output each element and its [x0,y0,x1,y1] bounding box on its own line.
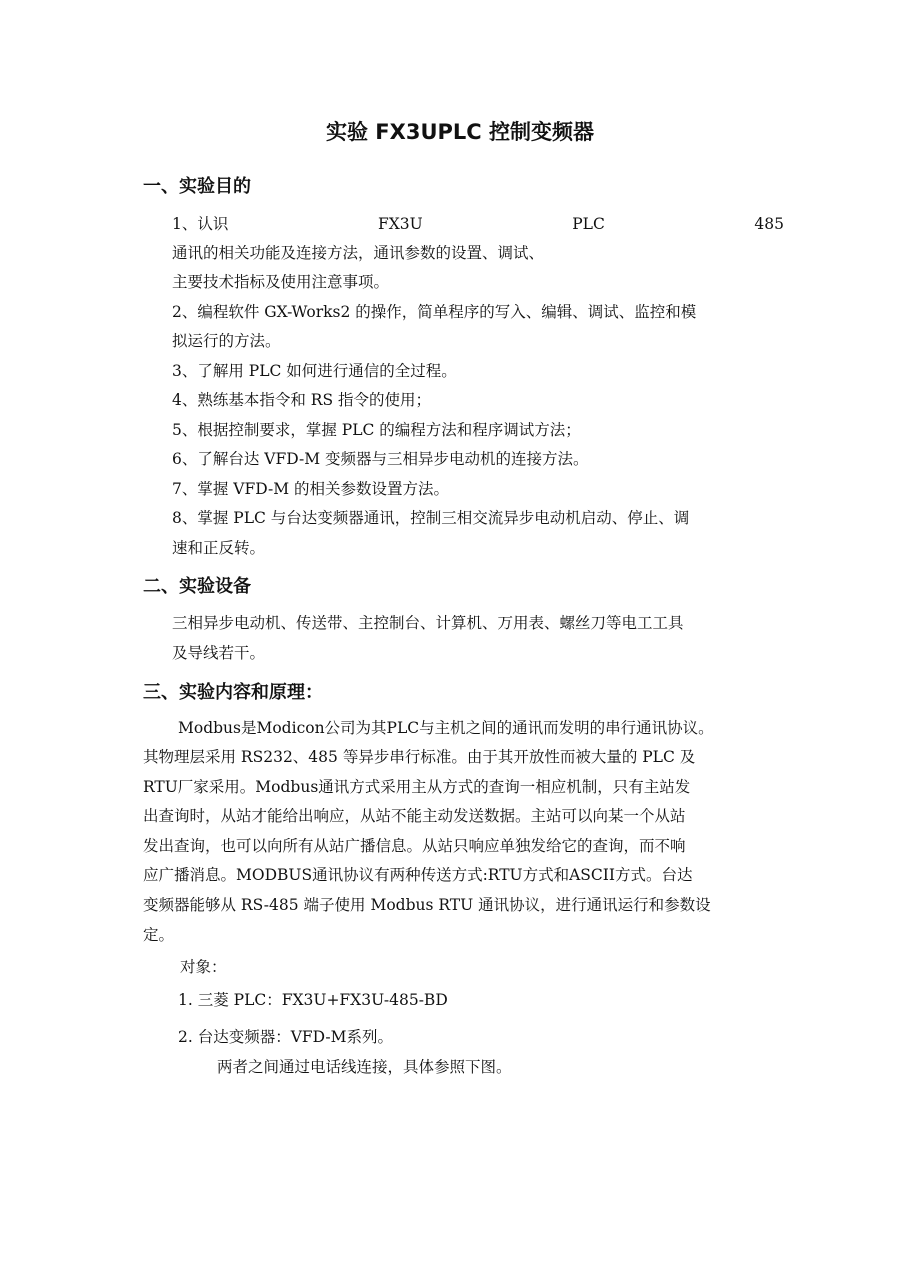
aim-1-word: FX3U [377,215,423,233]
equipment-line-1: 三相异步电动机、传送带、主控制台、计算机、万用表、螺丝刀等电工工具 [172,614,684,632]
aim-1-line-3: 主要技术指标及使用注意事项。 [172,273,390,291]
aim-1-word: 485 [754,215,784,233]
aim-2-line-2: 拟运行的方法。 [172,332,281,350]
aim-1-line-1 [172,214,784,234]
principle-line-3: RTU厂家采用。Modbus通讯方式采用主从方式的查询一相应机制，只有主站发 [143,778,691,796]
object-item-2: 2. 台达变频器：VFD-M系列。 [178,1028,393,1046]
section-heading-aims: 一、实验目的 [143,176,251,197]
section-heading-equipment: 二、实验设备 [143,576,251,597]
connection-note: 两者之间通过电话线连接，具体参照下图。 [217,1058,512,1076]
principle-line-2: 其物理层采用 RS232、485 等异步串行标准。由于其开放性而被大量的 PLC 及 [143,748,696,766]
principle-line-6: 应广播消息。MODBUS通讯协议有两种传送方式:RTU方式和ASCII方式。台达 [143,866,693,884]
aim-7: 7、掌握 VFD-M 的相关参数设置方法。 [172,480,449,498]
principle-line-1: Modbus是Modicon公司为其PLC与主机之间的通讯而发明的串行通讯协议。 [178,719,714,737]
aim-1-word: PLC [572,215,605,233]
aim-8-line-2: 速和正反转。 [172,539,266,557]
objects-label: 对象： [180,958,227,976]
principle-line-7: 变频器能够从 RS-485 端子使用 Modbus RTU 通讯协议，进行通讯运行和参数设 [143,896,711,914]
aim-1-word: 1、认识 [172,215,229,233]
section-heading-principle: 三、实验内容和原理： [143,682,323,703]
aim-1-line-2: 通讯的相关功能及连接方法，通讯参数的设置、调试、 [172,244,545,262]
object-item-1: 1. 三菱 PLC：FX3U+FX3U-485-BD [178,991,448,1009]
aim-4: 4、熟练基本指令和 RS 指令的使用； [172,391,432,409]
aim-8-line-1: 8、掌握 PLC 与台达变频器通讯，控制三相交流异步电动机启动、停止、调 [172,509,690,527]
principle-line-8: 定。 [143,926,175,944]
principle-line-5: 发出查询，也可以向所有从站广播信息。从站只响应单独发给它的查询，而不响 [143,837,686,855]
principle-line-4: 出查询时，从站才能给出响应，从站不能主动发送数据。主站可以向某一个从站 [143,807,686,825]
page-title: 实验 FX3UPLC 控制变频器 [325,120,594,144]
aim-3: 3、了解用 PLC 如何进行通信的全过程。 [172,362,457,380]
equipment-line-2: 及导线若干。 [172,644,266,662]
aim-6: 6、了解台达 VFD-M 变频器与三相异步电动机的连接方法。 [172,450,589,468]
aim-2-line-1: 2、编程软件 GX-Works2 的操作，简单程序的写入、编辑、调试、监控和模 [172,303,697,321]
aim-5: 5、根据控制要求，掌握 PLC 的编程方法和程序调试方法； [172,421,581,439]
